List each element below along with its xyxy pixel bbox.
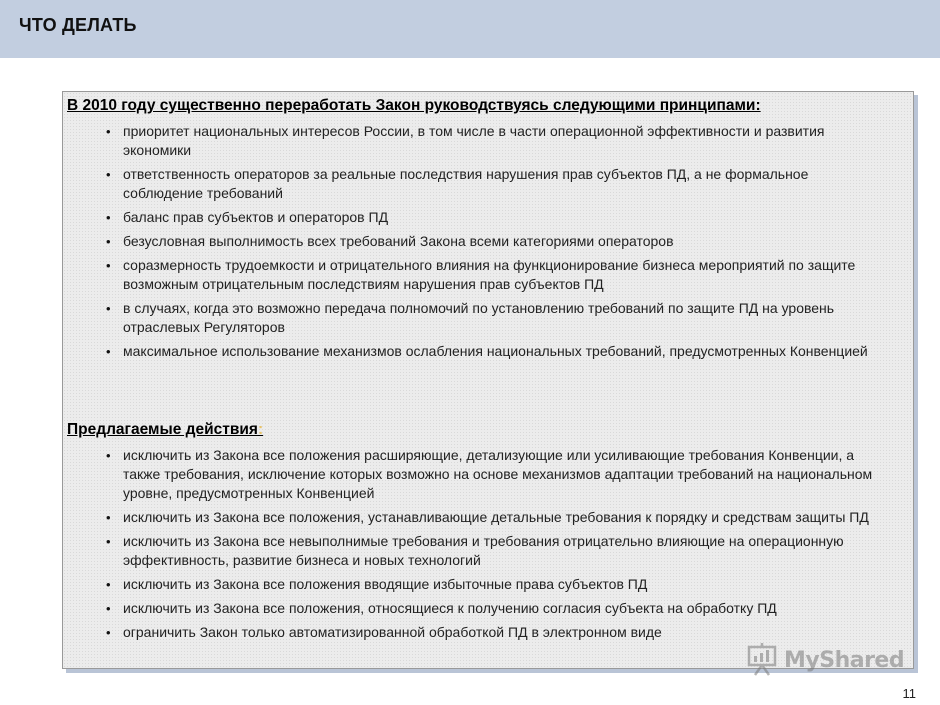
list-item [67, 532, 909, 570]
list-item [67, 232, 909, 251]
bullet-icon: • [106, 577, 111, 592]
bullet-icon: • [106, 167, 111, 182]
presentation-board-icon [746, 643, 778, 677]
list-item-text: исключить из Закона все положения, относящиеся к получению согласия субъекта на обработку ПД [123, 600, 777, 616]
list-item-text: в случаях, когда это возможно передача полномочий по установлению требований по защите ПД на уровень отраслевых Регуляторов [123, 300, 835, 335]
list-item [67, 508, 909, 527]
principles-heading: В 2010 году существенно переработать Закон руководствуясь следующими принципами: [67, 97, 761, 114]
list-item [67, 575, 909, 594]
list-item-text: исключить из Закона все невыполнимые требования и требования отрицательно влияющие на операционную эффективность, развитие бизнеса и новых технологий [123, 533, 844, 568]
content-box [62, 91, 914, 669]
bullet-icon: • [106, 510, 111, 525]
watermark [746, 640, 906, 680]
list-item [67, 446, 909, 503]
bullet-icon: • [106, 534, 111, 549]
list-item [67, 165, 909, 203]
actions-heading [67, 420, 909, 440]
actions-heading-colon: : [257, 421, 264, 438]
list-item-text: безусловная выполнимость всех требований Закона всеми категориями операторов [123, 233, 674, 249]
list-item-text: исключить из Закона все положения вводящие избыточные права субъектов ПД [123, 576, 648, 592]
page-title: ЧТО ДЕЛАТЬ [19, 15, 137, 35]
bullet-icon: • [106, 448, 111, 463]
list-item [67, 342, 909, 361]
list-item [67, 256, 909, 294]
list-item-text: исключить из Закона все положения расширяющие, детализующие или усиливающие требования Конвенции, а также требования, исключение которых возможно на основе механизмов адаптации требований на национальном уровне, предусмотренных Конвенцией [123, 447, 873, 501]
list-item-text: приоритет национальных интересов России, в том числе в части операционной эффективности и развития экономики [123, 123, 825, 158]
list-item [67, 599, 909, 618]
list-item [67, 299, 909, 337]
list-item-text: соразмерность трудоемкости и отрицательного влияния на функционирование бизнеса мероприятий по защите возможным отрицательным последствиям нарушения прав субъектов ПД [123, 257, 856, 292]
list-item [67, 122, 909, 160]
bullet-icon: • [106, 601, 111, 616]
page-number: 11 [902, 686, 916, 701]
bullet-icon: • [106, 625, 111, 640]
actions-section [67, 420, 909, 647]
actions-list [67, 446, 909, 642]
bullet-icon: • [106, 234, 111, 249]
principles-section [67, 96, 909, 366]
list-item-text: баланс прав субъектов и операторов ПД [123, 209, 389, 225]
header-band [0, 0, 940, 58]
bullet-icon: • [106, 210, 111, 225]
actions-heading-text: Предлагаемые действия [67, 421, 258, 438]
bullet-icon: • [106, 258, 111, 273]
list-item-text: ограничить Закон только автоматизированной обработкой ПД в электронном виде [123, 624, 662, 640]
list-item-text: максимальное использование механизмов ослабления национальных требований, предусмотренных Конвенцией [123, 343, 868, 359]
bullet-icon: • [106, 124, 111, 139]
list-item-text: ответственность операторов за реальные последствия нарушения прав субъектов ПД, а не формальное соблюдение требований [123, 166, 809, 201]
principles-list [67, 122, 909, 361]
bullet-icon: • [106, 301, 111, 316]
list-item [67, 208, 909, 227]
list-item-text: исключить из Закона все положения, устанавливающие детальные требования к порядку и средствам защиты ПД [123, 509, 869, 525]
watermark-text: MyShared [784, 647, 905, 673]
bullet-icon: • [106, 344, 111, 359]
